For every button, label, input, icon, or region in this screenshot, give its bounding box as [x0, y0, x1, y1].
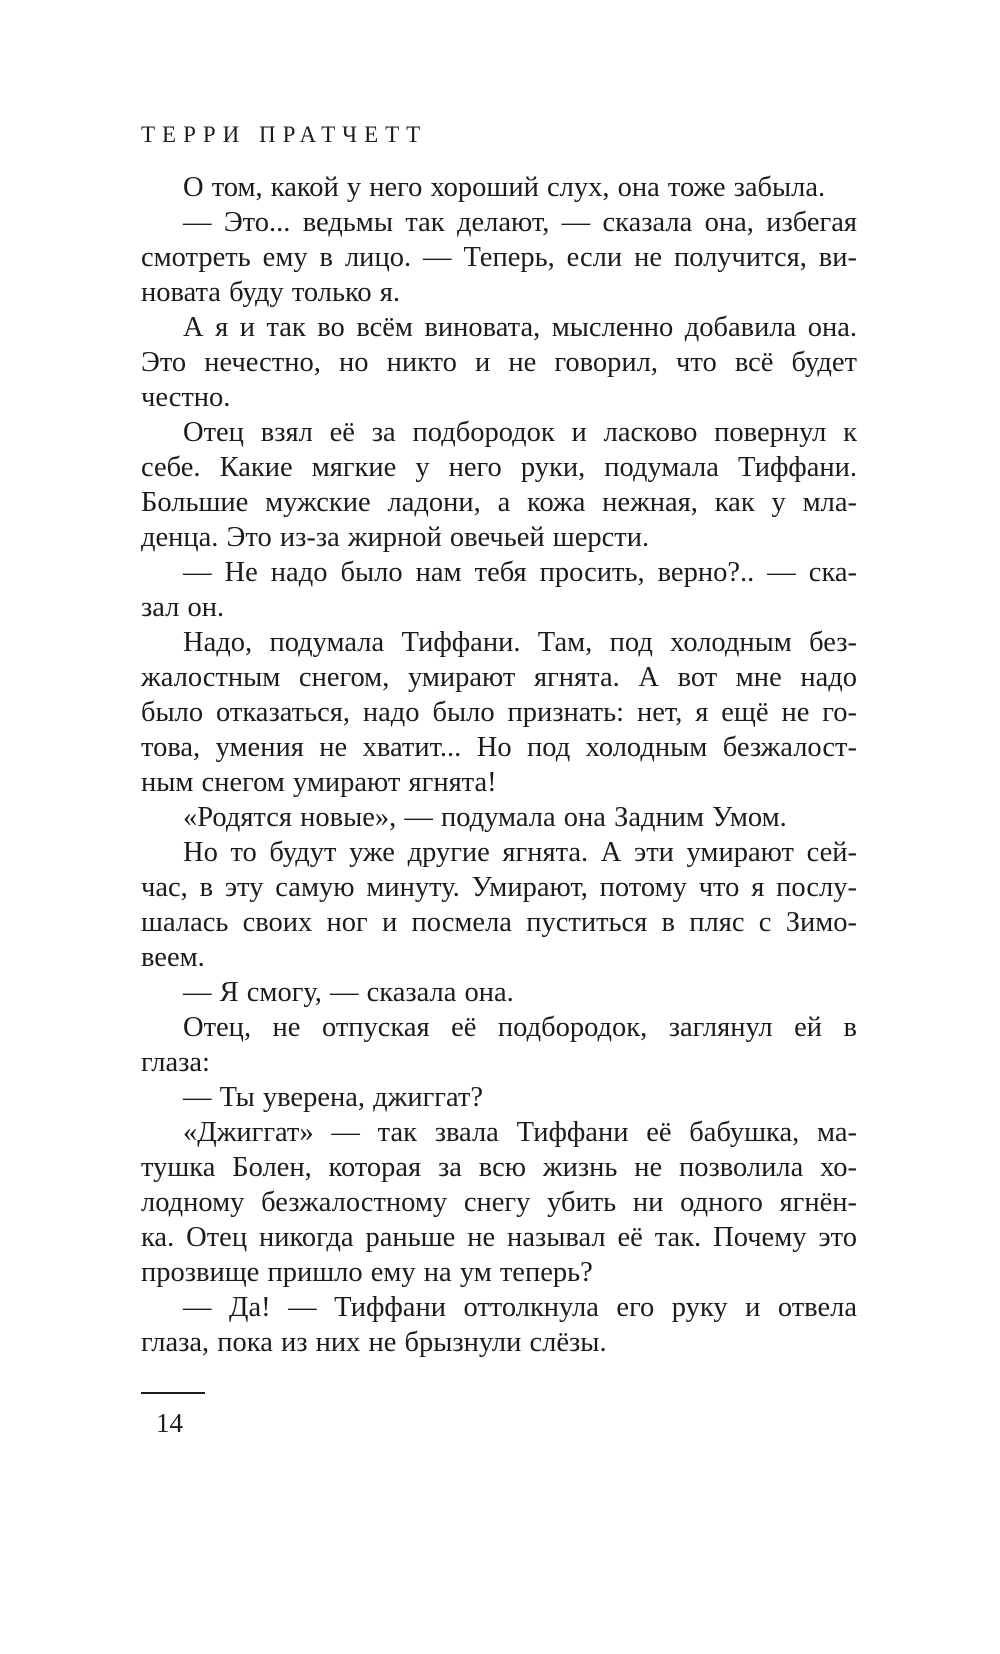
paragraph	[141, 975, 857, 1010]
page-number: 14	[156, 1408, 183, 1438]
text-line: новата буду только я.	[141, 277, 400, 308]
text-line: това, умения не хватит... Но под холодным безжалост-	[141, 732, 857, 763]
text-line: — Да! — Тиффани оттолкнула его руку и отвела	[183, 1292, 857, 1323]
text-line: — Это... ведьмы так делают, — сказала она, избегая	[183, 207, 857, 238]
text-line: глаза, пока из них не брызнули слёзы.	[141, 1327, 607, 1358]
text-line: шалась своих ног и посмела пуститься в пляс с Зимо-	[141, 907, 857, 938]
footer-rule	[141, 1392, 205, 1394]
text-line: жалостным снегом, умирают ягнята. А вот мне надо	[141, 662, 857, 693]
text-line: А я и так во всём виновата, мысленно добавила она.	[183, 312, 857, 343]
paragraph	[141, 205, 857, 310]
text-line: зал он.	[141, 592, 225, 623]
text-line: лодному безжалостному снегу убить ни одного ягнён-	[141, 1187, 857, 1218]
paragraph	[141, 800, 857, 835]
body-text	[141, 170, 857, 1360]
text-line: прозвище пришло ему на ум теперь?	[141, 1257, 593, 1288]
text-line: денца. Это из-за жирной овечьей шерсти.	[141, 522, 650, 553]
text-line: — Не надо было нам тебя просить, верно?.. — ска-	[183, 557, 857, 588]
paragraph	[141, 1290, 857, 1360]
text-line: Отец, не отпуская её подбородок, заглянул ей в	[183, 1012, 857, 1043]
paragraph	[141, 1080, 857, 1115]
paragraph	[141, 1010, 857, 1080]
text-line: О том, какой у него хороший слух, она тоже забыла.	[183, 172, 826, 203]
text-line: ным снегом умирают ягнята!	[141, 767, 497, 798]
paragraph	[141, 625, 857, 800]
text-line: было отказаться, надо было признать: нет, я ещё не го-	[141, 697, 857, 728]
text-line: веем.	[141, 942, 205, 973]
paragraph	[141, 1115, 857, 1290]
paragraph	[141, 555, 857, 625]
text-line: ка. Отец никогда раньше не называл её так. Почему это	[141, 1222, 857, 1253]
text-line: смотреть ему в лицо. — Теперь, если не получится, ви-	[141, 242, 857, 273]
text-line: глаза:	[141, 1047, 210, 1078]
text-line: «Джиггат» — так звала Тиффани её бабушка, ма-	[183, 1117, 857, 1148]
text-line: Надо, подумала Тиффани. Там, под холодным без-	[183, 627, 857, 658]
text-line: себе. Какие мягкие у него руки, подумала Тиффани.	[141, 452, 857, 483]
running-header: ТЕРРИ ПРАТЧЕТТ	[141, 122, 428, 147]
text-line: час, в эту самую минуту. Умирают, потому что я послу-	[141, 872, 857, 903]
text-line: тушка Болен, которая за всю жизнь не позволила хо-	[141, 1152, 857, 1183]
text-line: честно.	[141, 382, 231, 413]
paragraph	[141, 415, 857, 555]
paragraph	[141, 835, 857, 975]
text-line: Это нечестно, но никто и не говорил, что всё будет	[141, 347, 857, 378]
text-line: Большие мужские ладони, а кожа нежная, как у мла-	[141, 487, 857, 518]
text-line: «Родятся новые», — подумала она Задним Умом.	[183, 802, 787, 833]
paragraph	[141, 310, 857, 415]
text-line: Но то будут уже другие ягнята. А эти умирают сей-	[183, 837, 857, 868]
text-line: — Я смогу, — сказала она.	[183, 977, 514, 1008]
paragraph	[141, 170, 857, 205]
text-line: — Ты уверена, джиггат?	[183, 1082, 483, 1113]
text-line: Отец взял её за подбородок и ласково повернул к	[183, 417, 857, 448]
